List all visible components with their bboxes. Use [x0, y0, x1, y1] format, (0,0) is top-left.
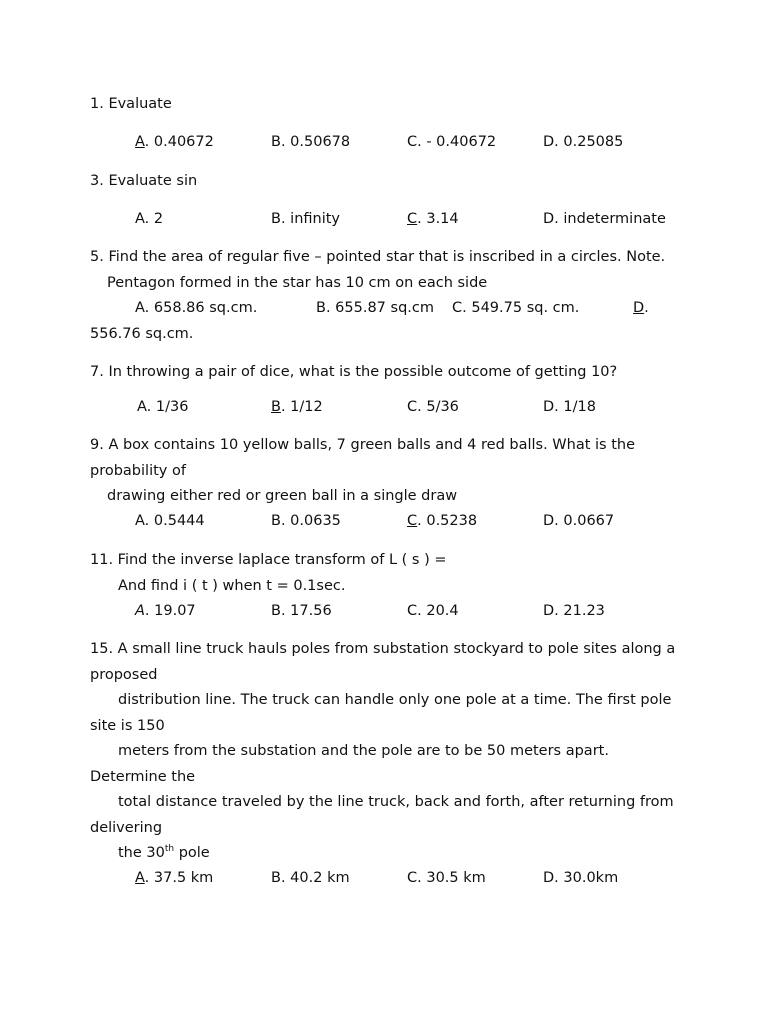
question-15-prompt-line-1: 15. A small line truck hauls poles from substation stockyard to pole sites along a	[90, 641, 676, 657]
question-11-option-c	[407, 602, 459, 620]
option-sep: .	[144, 300, 150, 316]
option-letter: B	[271, 211, 281, 227]
option-text: 0.0635	[290, 513, 341, 529]
option-text: 2	[153, 211, 164, 227]
option-letter: A	[135, 134, 145, 150]
option-letter: C	[407, 603, 418, 619]
option-sep: .	[144, 603, 150, 619]
question-7-option-b	[271, 398, 323, 416]
question-7-option-c	[407, 398, 459, 416]
question-15-prompt-line-8: delivering	[90, 820, 163, 836]
option-text: 1/18	[563, 399, 596, 415]
option-letter: B	[271, 603, 281, 619]
question-1-option-b	[271, 133, 350, 151]
question-11-option-b	[271, 602, 332, 620]
option-letter: C	[407, 211, 418, 227]
option-letter: A	[137, 399, 147, 415]
option-sep: .	[280, 513, 286, 529]
question-5-option-c	[452, 299, 579, 317]
option-text: 5/36	[426, 399, 459, 415]
question-5-prompt-line-1: 5. Find the area of regular five – pointed star that is inscribed in a circles. Note.	[90, 249, 666, 265]
option-letter: C	[407, 134, 418, 150]
option-letter: B	[271, 399, 281, 415]
question-15-prompt-line-4: site is 150	[90, 718, 165, 734]
question-15-prompt-line-2: proposed	[90, 667, 158, 683]
question-1-option-c	[407, 133, 496, 151]
question-9-prompt-line-2: probability of	[90, 463, 186, 479]
option-text: 1/36	[155, 399, 189, 415]
pole-word: pole	[174, 845, 210, 861]
option-text: 3.14	[426, 211, 459, 227]
option-text: 658.86 sq.cm.	[153, 300, 258, 316]
question-3-option-d	[543, 210, 666, 228]
option-text: 1/12	[290, 399, 323, 415]
question-5-option-a	[135, 299, 257, 317]
option-letter: D	[633, 300, 645, 316]
option-letter: A	[135, 211, 145, 227]
question-5-prompt-line-2: Pentagon formed in the star has 10 cm on each side	[107, 275, 488, 291]
question-11-option-d	[543, 602, 605, 620]
option-letter: A	[135, 513, 145, 529]
option-sep: .	[462, 300, 467, 316]
option-letter: A	[135, 603, 145, 619]
option-sep: .	[644, 300, 649, 316]
option-sep: .	[417, 211, 422, 227]
question-1-option-a	[135, 133, 214, 151]
option-text: - 0.40672	[426, 134, 497, 150]
option-letter: D	[543, 870, 555, 886]
question-9-option-b	[271, 512, 341, 530]
option-sep: .	[325, 300, 331, 316]
option-text: 40.2 km	[290, 870, 350, 886]
option-sep: .	[417, 603, 422, 619]
option-letter: C	[452, 300, 463, 316]
option-letter: B	[271, 513, 281, 529]
option-letter: C	[407, 513, 418, 529]
option-text: 21.23	[563, 603, 605, 619]
option-text: 0.0667	[563, 513, 615, 529]
option-sep: .	[280, 399, 286, 415]
option-text: indeterminate	[563, 211, 666, 227]
option-text: 19.07	[154, 603, 196, 619]
question-7-option-a	[137, 398, 188, 416]
question-15-prompt-line-5: meters from the substation and the pole are to be 50 meters apart.	[118, 743, 609, 759]
question-3-option-b	[271, 210, 340, 228]
question-15-option-a	[135, 869, 213, 887]
question-7-prompt: 7. In throwing a pair of dice, what is the possible outcome of getting 10?	[90, 364, 618, 380]
ordinal-number: the 30	[118, 845, 165, 861]
option-text: infinity	[290, 211, 341, 227]
question-9-option-d	[543, 512, 614, 530]
question-15-option-d	[543, 869, 618, 887]
option-letter: C	[407, 870, 418, 886]
option-letter: B	[271, 134, 281, 150]
option-sep: .	[144, 870, 150, 886]
option-sep: .	[417, 134, 422, 150]
option-sep: .	[554, 513, 559, 529]
option-text: 17.56	[290, 603, 332, 619]
question-1-option-d	[543, 133, 623, 151]
question-15-prompt-line-7: total distance traveled by the line truck, back and forth, after returning from	[118, 794, 674, 810]
option-sep: .	[144, 513, 150, 529]
question-9-prompt-line-3: drawing either red or green ball in a single draw	[107, 488, 458, 504]
option-text: 0.25085	[563, 134, 624, 150]
question-9-prompt-line-1: 9. A box contains 10 yellow balls, 7 green balls and 4 red balls. What is the	[90, 437, 636, 453]
option-letter: B	[271, 870, 281, 886]
option-sep: .	[144, 134, 150, 150]
option-text: 0.50678	[290, 134, 351, 150]
question-3-prompt: 3. Evaluate sin	[90, 173, 198, 189]
option-letter: D	[543, 134, 555, 150]
option-sep: .	[417, 870, 422, 886]
option-text: 0.5238	[426, 513, 478, 529]
option-letter: B	[316, 300, 326, 316]
option-letter: D	[543, 603, 555, 619]
question-15-prompt-line-3: distribution line. The truck can handle only one pole at a time. The first pole	[118, 692, 672, 708]
question-15-prompt-line-9	[118, 844, 210, 862]
option-text: 0.5444	[153, 513, 205, 529]
option-letter: A	[135, 870, 145, 886]
option-sep: .	[280, 603, 286, 619]
option-letter: D	[543, 513, 555, 529]
question-5-option-b	[316, 299, 434, 317]
option-text: 20.4	[426, 603, 459, 619]
option-sep: .	[554, 603, 559, 619]
option-sep: .	[554, 211, 559, 227]
option-sep: .	[417, 399, 422, 415]
option-text: 30.5 km	[426, 870, 486, 886]
ordinal-suffix: th	[164, 844, 175, 854]
option-sep: .	[280, 134, 286, 150]
option-text: 37.5 km	[153, 870, 214, 886]
question-15-prompt-line-6: Determine the	[90, 769, 196, 785]
question-3-option-c	[407, 210, 459, 228]
option-sep: .	[280, 211, 286, 227]
option-sep: .	[146, 399, 152, 415]
option-letter: A	[135, 300, 145, 316]
question-3-option-a	[135, 210, 163, 228]
option-text: 655.87 sq.cm	[335, 300, 434, 316]
option-sep: .	[554, 399, 559, 415]
option-text: 549.75 sq. cm.	[471, 300, 580, 316]
option-sep: .	[280, 870, 286, 886]
question-9-option-c	[407, 512, 477, 530]
option-sep: .	[144, 211, 150, 227]
option-text: 30.0km	[563, 870, 619, 886]
question-11-option-a	[135, 602, 196, 620]
option-letter: D	[543, 399, 555, 415]
option-sep: .	[554, 870, 559, 886]
question-11-prompt-line-2: And find i ( t ) when t = 0.1sec.	[118, 578, 346, 594]
question-1-prompt: 1. Evaluate	[90, 96, 172, 112]
option-sep: .	[554, 134, 559, 150]
option-sep: .	[417, 513, 422, 529]
question-5-option-d-text: 556.76 sq.cm.	[90, 326, 194, 342]
option-letter: D	[543, 211, 555, 227]
option-letter: C	[407, 399, 418, 415]
question-9-option-a	[135, 512, 205, 530]
question-15-option-b	[271, 869, 350, 887]
question-5-option-d-letter	[633, 299, 649, 317]
question-11-prompt-line-1: 11. Find the inverse laplace transform of L ( s ) =	[90, 552, 447, 568]
option-text: 0.40672	[153, 134, 214, 150]
question-7-option-d	[543, 398, 596, 416]
question-15-option-c	[407, 869, 486, 887]
